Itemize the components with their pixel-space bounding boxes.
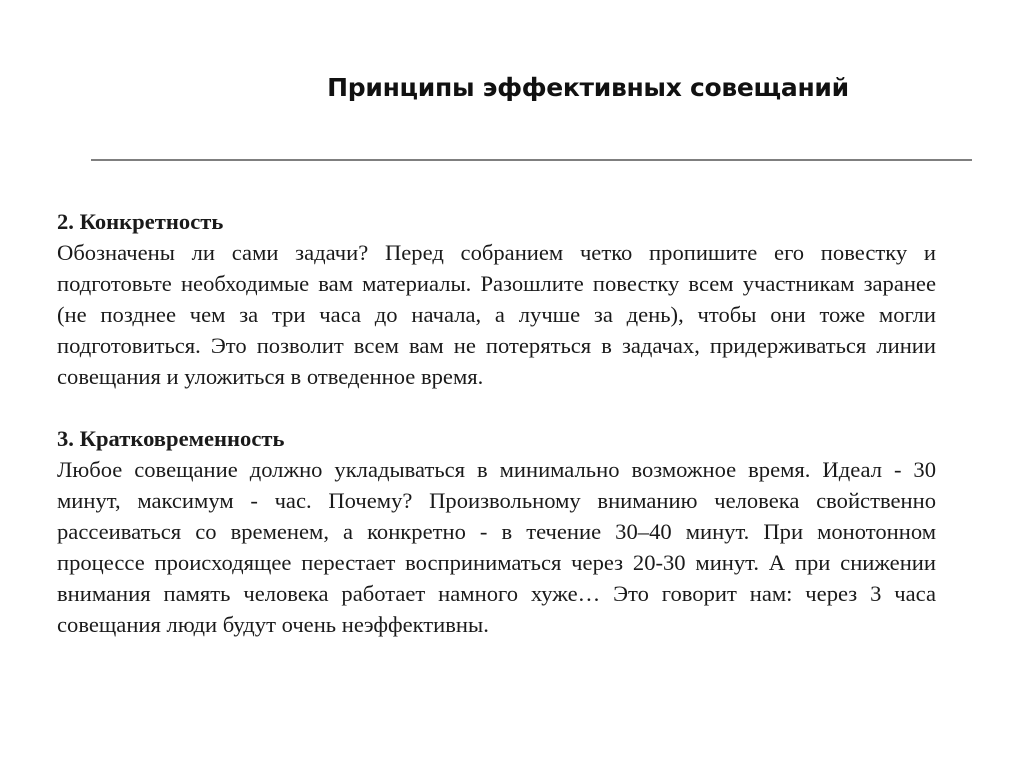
section-heading: 3. Кратковременность (57, 426, 285, 451)
section-spacer (57, 392, 936, 423)
section-heading: 2. Конкретность (57, 209, 224, 234)
slide-title: Принципы эффективных совещаний (327, 73, 849, 102)
slide-content (57, 206, 936, 640)
section-body: Обозначены ли сами задачи? Перед собранием четко пропишите его повестку и подготовьте необходимые вам материалы. Разошлите повестку всем участникам заранее (не позднее чем за три часа до начала, а лучше за день), чтобы они тоже могли подготовиться. Это позволит всем вам не потеряться в задачах, придерживаться линии совещания и уложиться в отведенное время. (57, 240, 936, 389)
section-brevity (57, 423, 936, 640)
section-specificity (57, 206, 936, 392)
section-body: Любое совещание должно укладываться в минимально возможное время. Идеал - 30 минут, максимум - час. Почему? Произвольному вниманию человека свойственно рассеиваться со временем, а конкретно - в течение 30–40 минут. При монотонном процессе происходящее перестает восприниматься через 20-30 минут. А при снижении внимания память человека работает намного хуже… Это говорит нам: через 3 часа совещания люди будут очень неэффективны. (57, 457, 936, 637)
title-divider (91, 159, 972, 161)
